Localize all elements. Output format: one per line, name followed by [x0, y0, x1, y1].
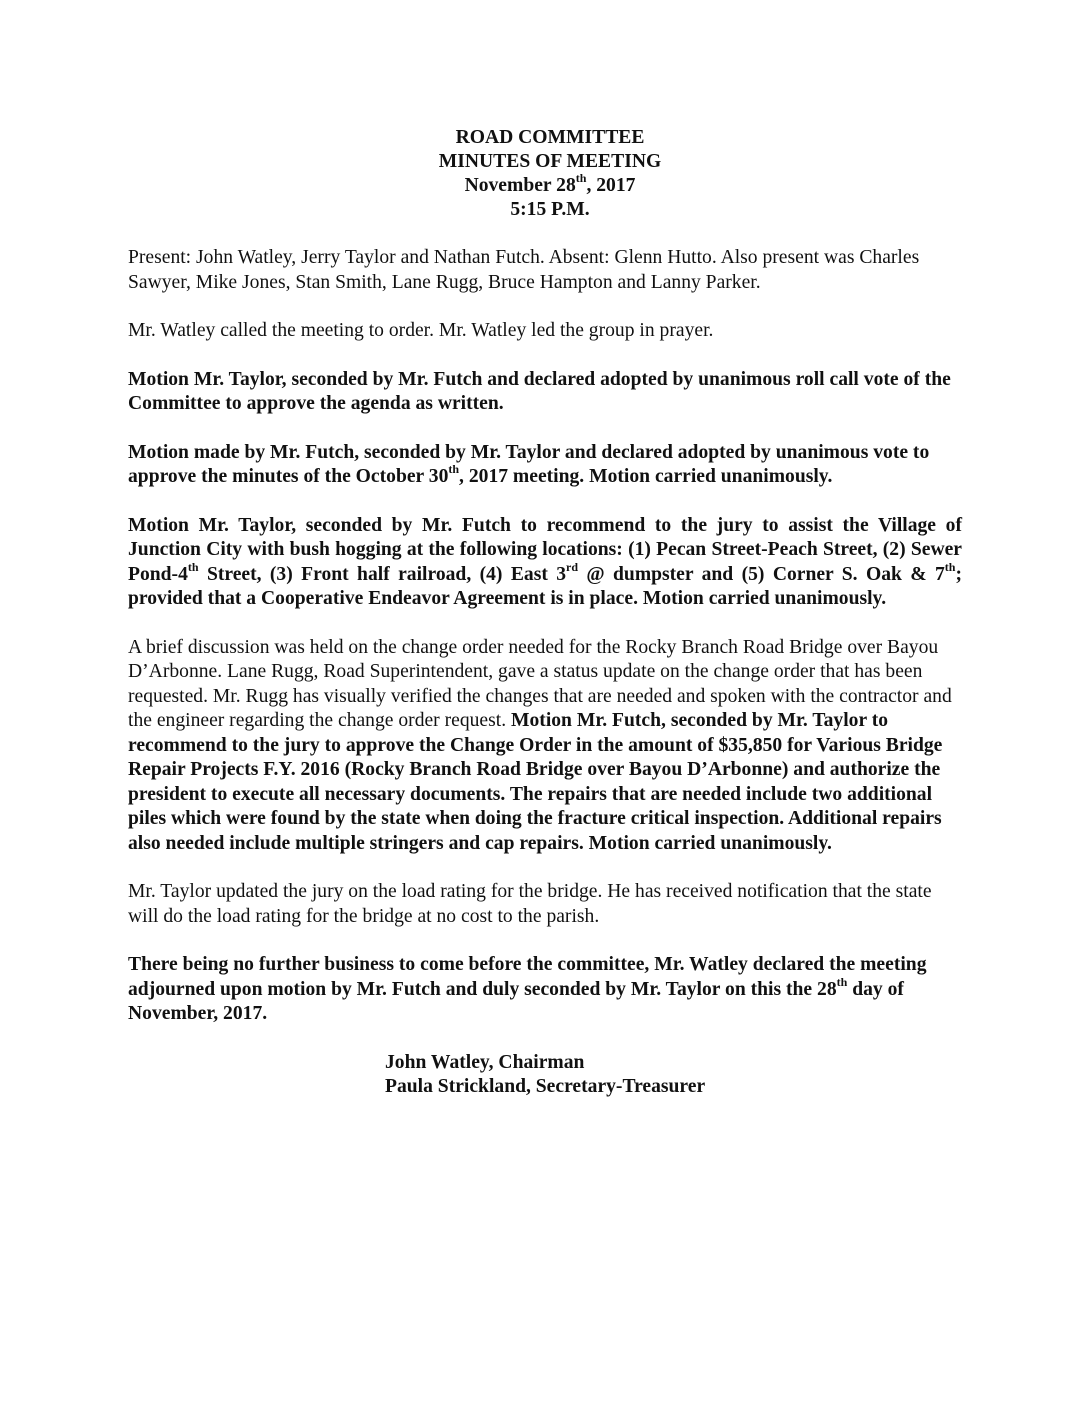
motion-agenda-paragraph: Motion Mr. Taylor, seconded by Mr. Futch and declared adopted by unanimous roll call vote of the Committee to approve the agenda as written.	[128, 368, 951, 414]
meeting-time: 5:15 P.M.	[510, 199, 590, 220]
document-title: MINUTES OF MEETING	[438, 151, 662, 172]
change-order-motion: Motion Mr. Futch, seconded by Mr. Taylor to recommend to the jury to approve the Change Order in the amount of $35,850 for Various Bridge Repair Projects F.Y. 2016 (Rocky Branch Road Bridge over Bayou D’Arbonne) and authorize the president to execute all necessary documents. The repairs that are needed include two additional piles which were found by the state when doing the fracture critical inspection. Additional repairs also needed include multiple stringers and cap repairs. Motion carried unanimously.	[128, 710, 943, 854]
committee-title: ROAD COMMITTEE	[455, 127, 645, 148]
signature-block	[385, 1051, 962, 1100]
motion-minutes-paragraph: Motion made by Mr. Futch, seconded by Mr. Taylor and declared adopted by unanimous vote to approve the minutes of the October 30th, 2017 meeting. Motion carried unanimously.	[128, 441, 930, 487]
change-order-paragraph: A brief discussion was held on the change order needed for the Rocky Branch Road Bridge over Bayou D’Arbonne. Lane Rugg, Road Superintendent, gave a status update on the change order that has been requested. Mr. Rugg has visually verified the changes that are needed and spoken with the contractor and the engineer regarding the change order request. Motion Mr. Futch, seconded by Mr. Taylor to recommend to the jury to approve the Change Order in the amount of $35,850 for Various Bridge Repair Projects F.Y. 2016 (Rocky Branch Road Bridge over Bayou D’Arbonne) and authorize the president to execute all necessary documents. The repairs that are needed include two additional piles which were found by the state when doing the fracture critical inspection. Additional repairs also needed include multiple stringers and cap repairs. Motion carried unanimously.	[128, 636, 952, 854]
secretary-signature: Paula Strickland, Secretary-Treasurer	[385, 1076, 706, 1097]
meeting-date: November 28th, 2017	[464, 171, 636, 196]
chairman-signature: John Watley, Chairman	[385, 1051, 585, 1073]
document-header	[138, 126, 962, 222]
minutes-document	[128, 126, 962, 1100]
load-rating-paragraph: Mr. Taylor updated the jury on the load rating for the bridge. He has received notification that the state will do the load rating for the bridge at no cost to the parish.	[128, 881, 932, 927]
adjournment-paragraph: There being no further business to come before the committee, Mr. Watley declared the meeting adjourned upon motion by Mr. Futch and duly seconded by Mr. Taylor on this the 28th day of November, 2017.	[128, 954, 927, 1024]
call-to-order-paragraph: Mr. Watley called the meeting to order. Mr. Watley led the group in prayer.	[128, 320, 714, 341]
motion-bush-hogging-paragraph: Motion Mr. Taylor, seconded by Mr. Futch to recommend to the jury to assist the Village of Junction City with bush hogging at the following locations: (1) Pecan Street-Peach Street, (2) Sewer Pond-4th Street, (3) Front half railroad, (4) East 3rd @ dumpster and (5) Corner S. Oak & 7th; provided that a Cooperative Endeavor Agreement is in place. Motion carried unanimously.	[128, 514, 962, 609]
attendance-paragraph: Present: John Watley, Jerry Taylor and Nathan Futch. Absent: Glenn Hutto. Also present was Charles Sawyer, Mike Jones, Stan Smith, Lane Rugg, Bruce Hampton and Lanny Parker.	[128, 247, 920, 293]
